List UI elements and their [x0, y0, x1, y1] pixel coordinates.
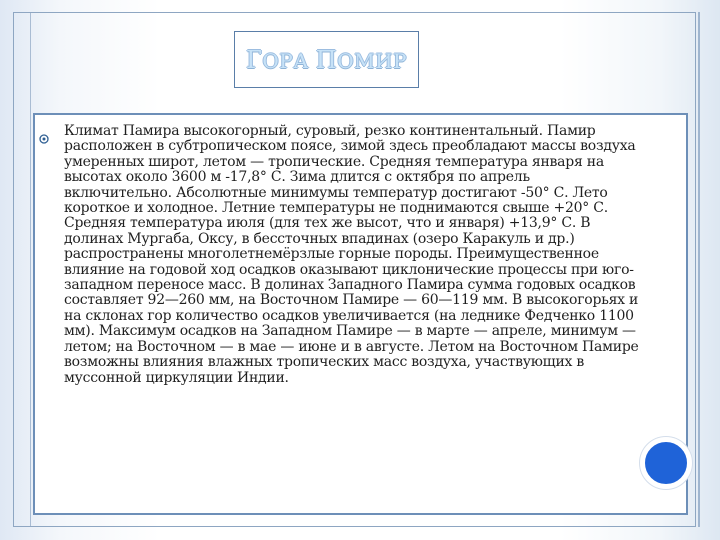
diamond-bullet-icon	[37, 132, 51, 146]
frame-left-rule	[30, 13, 31, 526]
title-initial-1: Г	[246, 45, 263, 74]
blue-circle-decoration	[640, 437, 692, 489]
title-initial-2: П	[315, 45, 338, 74]
bullet-text: Климат Памира высокогорный, суровый, резко континентальный. Памир расположен в субтропическом поясе, зимой здесь преобладают массы воздуха умеренных широт, летом — тропические. Средняя температура января на высотах около 3600 м -17,8° С. Зима длится с октября по апрель включительно. Абсолютные минимумы температур достигают -50° С. Лето короткое и холодное. Летние температуры не поднимаются свыше +20° С. Средняя температура июля (для тех же высот, что и января) +13,9° С. В долинах Мургаба, Оксу, в бессточных впадинах (озеро Каракуль и др.) распространены многолетнемёрзлые горные породы. Преимущественное влияние на годовой ход осадков оказывают циклонические процессы при юго-западном переносе масс. В долинах Западного Памира сумма годовых осадков составляет 92—260 мм, на Восточном Памире — 60—119 мм. В высокогорьях и на склонах гор количество осадков увеличивается (на леднике Федченко 1100 мм). Максимум осадков на Западном Памире — в марте — апреле, минимум — летом; на Восточном — в мае — июне и в августе. Летом на Восточном Памире возможны влияния влажных тропических масс воздуха, участвующих в муссонной циркуляции Индии.	[64, 123, 639, 386]
right-rule	[698, 12, 700, 527]
title-box	[234, 31, 419, 88]
title-word-1-rest: ОРА	[262, 48, 309, 73]
slide-title	[246, 46, 407, 74]
title-word-2-rest: ОМИР	[337, 48, 407, 73]
